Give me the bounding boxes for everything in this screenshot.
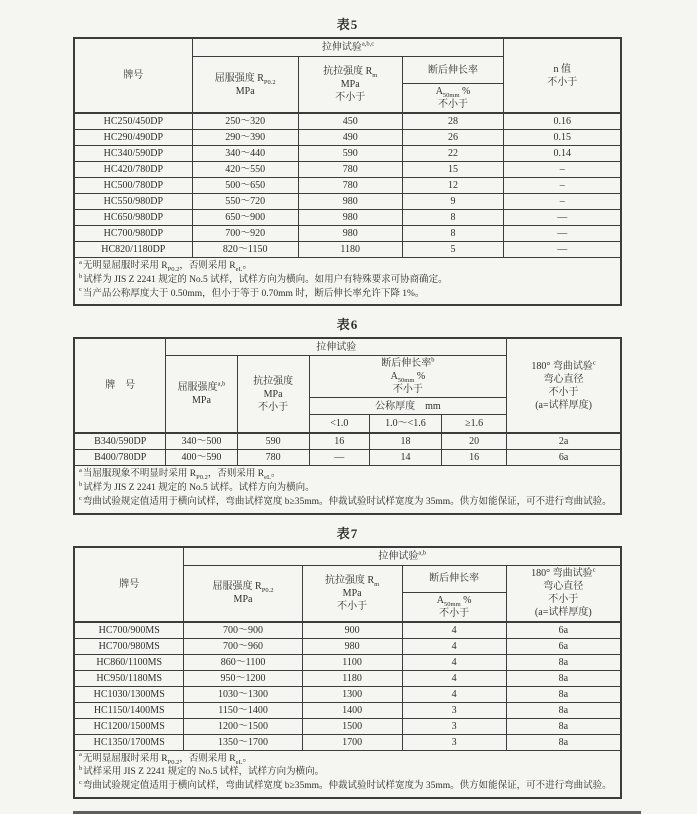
footnote: [79, 496, 616, 510]
t5-tensile-footnote-marks: a,b,c: [361, 40, 375, 48]
table-cell: 860～1100: [184, 654, 302, 670]
table-row: [74, 162, 621, 178]
table-cell: 8a: [506, 702, 621, 718]
footnote-text: 无明显屈服时采用 $R_{P0.2}$，否则采用 $R_{eL}$。: [82, 753, 252, 766]
t7-header-bend-test: 180° 弯曲试验$^c$ 弯心直径 不小于 (a=试样厚度): [506, 565, 621, 622]
grade-cell: HC700/900MS: [74, 622, 184, 639]
t6-header-nominal-thickness: 公称厚度 mm: [309, 398, 506, 415]
footnote-marker: c: [79, 494, 82, 502]
t6-header-grade: 牌 号: [74, 338, 166, 433]
table-cell: 8a: [506, 734, 621, 750]
table5-header: [74, 38, 621, 113]
table-row: [74, 718, 621, 734]
t7-header-tensile-strength: 抗拉强度 $R_m$ MPa 不小于: [302, 565, 402, 622]
table-cell: 1300: [302, 686, 402, 702]
table-cell: —: [504, 226, 621, 242]
table-cell: 8: [402, 210, 504, 226]
table-cell: 340～440: [192, 146, 298, 162]
table-cell: –: [504, 178, 621, 194]
footnote: [79, 753, 616, 767]
table-cell: 1200～1500: [184, 718, 302, 734]
table-cell: 1700: [302, 734, 402, 750]
table-cell: 550～720: [192, 194, 298, 210]
table7-title: 表7: [336, 525, 359, 541]
table-cell: 980: [302, 638, 402, 654]
table-cell: —: [504, 210, 621, 226]
footnote: [79, 766, 616, 780]
t6-header-elongation: 断后伸长率$^b$ $A_{50mm}$ % 不小于: [309, 356, 506, 398]
t7-header-elongation-sub: $A_{50mm}$ % 不小于: [402, 592, 506, 622]
t7-header-elongation: 断后伸长率: [402, 565, 506, 592]
table5-title: 表5: [336, 17, 359, 32]
table-cell: —: [504, 242, 621, 258]
table-cell: 1180: [298, 242, 402, 258]
table-cell: 490: [298, 130, 402, 146]
footnote-marker: b: [79, 480, 83, 488]
t5-footnote-block: [74, 258, 621, 306]
table-cell: 5: [402, 242, 504, 258]
table-cell: 15: [402, 162, 504, 178]
table5-footnotes: [74, 258, 621, 306]
table-cell: 4: [402, 654, 506, 670]
table-cell: 20: [442, 433, 507, 450]
table-row: [74, 242, 621, 258]
footnote-marker: a: [79, 751, 82, 759]
table-cell: 0.16: [504, 113, 621, 130]
footnote: [79, 274, 616, 288]
footnote-text: 试样为 JIS Z 2241 规定的 No.5 试样，试样方向为横向。如用户有特殊要求可协商确定。: [83, 274, 448, 285]
table-cell: 1350～1700: [184, 734, 302, 750]
table-cell: 6a: [506, 622, 621, 639]
grade-cell: HC290/490DP: [74, 130, 192, 146]
table-row: [74, 433, 621, 450]
table-cell: 26: [402, 130, 504, 146]
table-cell: 1030～1300: [184, 686, 302, 702]
table-cell: 590: [237, 433, 309, 450]
table-cell: 340～500: [166, 433, 237, 450]
table-cell: 1100: [302, 654, 402, 670]
table-cell: 4: [402, 686, 506, 702]
footnote: [79, 468, 616, 482]
t6-header-bend-test: 180° 弯曲试验$^c$ 弯心直径 不小于 (a=试样厚度): [507, 338, 621, 433]
footnote: [79, 780, 616, 794]
t6-header-thickness-ge16: ≥1.6: [442, 415, 507, 434]
table7-body: [74, 622, 621, 751]
table7-header: [74, 547, 621, 622]
table-cell: 6a: [507, 450, 621, 466]
table-cell: 420～550: [192, 162, 298, 178]
table7-footnotes: [74, 750, 621, 798]
table-row: [74, 734, 621, 750]
t5-tensile-label: 拉伸试验: [321, 42, 362, 53]
table-cell: 700～920: [192, 226, 298, 242]
t7-header-tensile-test: [184, 547, 621, 566]
grade-cell: HC1030/1300MS: [74, 686, 184, 702]
t6-header-tensile-test: 拉伸试验: [166, 338, 507, 356]
table-cell: 18: [369, 433, 441, 450]
table-cell: 28: [402, 113, 504, 130]
t5-header-tensile-strength: 抗拉强度 $R_m$ MPa 不小于: [298, 57, 402, 114]
table-cell: 780: [298, 178, 402, 194]
grade-cell: HC860/1100MS: [74, 654, 184, 670]
table-cell: 3: [402, 702, 506, 718]
footnote-text: 弯曲试验规定值适用于横向试样，弯曲试样宽度 b≥35mm。仲裁试验时试样宽度为 35mm。供方如能保证，可不进行弯曲试验。: [82, 496, 612, 507]
table-cell: 650～900: [192, 210, 298, 226]
table-cell: 4: [402, 670, 506, 686]
table6-header: [74, 338, 621, 433]
table-row: [74, 622, 621, 639]
table-cell: 8a: [506, 686, 621, 702]
table-cell: 1500: [302, 718, 402, 734]
table-row: [74, 194, 621, 210]
table-cell: 700～960: [184, 638, 302, 654]
table-cell: 2a: [507, 433, 621, 450]
table-cell: 9: [402, 194, 504, 210]
t5-header-grade: 牌号: [74, 38, 192, 113]
table-cell: 4: [402, 638, 506, 654]
table-row: [74, 670, 621, 686]
grade-cell: HC820/1180DP: [74, 242, 192, 258]
table-cell: 500～650: [192, 178, 298, 194]
grade-cell: HC340/590DP: [74, 146, 192, 162]
footnote-text: 当屈服现象不明显时采用 $R_{P0.2}$，否则采用 $R_{eL}$。: [82, 469, 281, 482]
table-row: [74, 226, 621, 242]
table-cell: 290～390: [192, 130, 298, 146]
t7-tensile-footnote-marks: a,b: [418, 549, 427, 557]
grade-cell: HC1350/1700MS: [74, 734, 184, 750]
table-cell: 780: [237, 450, 309, 466]
t7-header-yield-strength: 屈服强度 $R_{P0.2}$ MPa: [184, 565, 302, 622]
grade-cell: HC420/780DP: [74, 162, 192, 178]
t6-header-yield-strength: 屈服强度$^{a,b}$ MPa: [166, 356, 237, 434]
grade-cell: HC950/1180MS: [74, 670, 184, 686]
footnote: [79, 260, 616, 274]
table-cell: 780: [298, 162, 402, 178]
table-cell: 400～590: [166, 450, 237, 466]
t5-header-n-value: n 值 不小于: [504, 38, 621, 113]
table5-body: [74, 113, 621, 258]
grade-cell: HC1150/1400MS: [74, 702, 184, 718]
table-cell: 3: [402, 734, 506, 750]
table-row: [74, 654, 621, 670]
table-cell: 820～1150: [192, 242, 298, 258]
table-cell: 8a: [506, 670, 621, 686]
table-cell: –: [504, 162, 621, 178]
table-row: [74, 638, 621, 654]
table-cell: 1150～1400: [184, 702, 302, 718]
table-cell: 16: [309, 433, 369, 450]
footnote-marker: b: [79, 272, 83, 280]
table-row: [74, 450, 621, 466]
table6: [73, 337, 622, 514]
table-row: [74, 130, 621, 146]
table-cell: 22: [402, 146, 504, 162]
table-cell: 980: [298, 226, 402, 242]
footnote-marker: c: [79, 286, 82, 294]
grade-cell: HC250/450DP: [74, 113, 192, 130]
table-cell: 450: [298, 113, 402, 130]
table-cell: —: [309, 450, 369, 466]
table-cell: 16: [442, 450, 507, 466]
grade-cell: HC1200/1500MS: [74, 718, 184, 734]
footnote-marker: b: [79, 765, 83, 773]
footnote-text: 弯曲试验规定值适用于横向试样，弯曲试样宽度 b≥35mm。仲裁试验时试样宽度为 35mm。供方如能保证，可不进行弯曲试验。: [82, 781, 612, 792]
grade-cell: HC700/980MS: [74, 638, 184, 654]
t5-header-yield-strength: 屈服强度 $R_{P0.2}$ MPa: [192, 57, 298, 114]
footnote-text: 无明显屈服时采用 $R_{P0.2}$，否则采用 $R_{eL}$。: [82, 261, 252, 273]
table6-title: 表6: [336, 317, 359, 333]
footnote: [79, 288, 616, 302]
footnote-text: 试样采用 JIS Z 2241 规定的 No.5 试样，试样方向为横向。: [83, 767, 325, 778]
table-cell: 590: [298, 146, 402, 162]
footnote-marker: c: [79, 778, 82, 786]
table-row: [74, 702, 621, 718]
table7: [73, 546, 622, 799]
table5: [73, 37, 622, 306]
table-row: [74, 686, 621, 702]
table-cell: 0.15: [504, 130, 621, 146]
page-footer-rule: [73, 811, 641, 814]
table-cell: 8a: [506, 654, 621, 670]
table-cell: 950～1200: [184, 670, 302, 686]
footnote-marker: a: [79, 258, 82, 266]
table-cell: 4: [402, 622, 506, 639]
t6-header-tensile-strength: 抗拉强度 MPa 不小于: [237, 356, 309, 434]
table-cell: 3: [402, 718, 506, 734]
table6-footnotes: [74, 466, 621, 514]
table-cell: 12: [402, 178, 504, 194]
t5-header-elongation-sub: $A_{50mm}$ % 不小于: [402, 84, 504, 114]
table-cell: 1400: [302, 702, 402, 718]
grade-cell: HC650/980DP: [74, 210, 192, 226]
table-cell: 980: [298, 194, 402, 210]
footnote-text: 试样为 JIS Z 2241 规定的 No.5 试样。试样方向为横向。: [83, 483, 315, 494]
t6-header-thickness-lt10: <1.0: [309, 415, 369, 434]
t7-tensile-label: 拉伸试验: [378, 550, 419, 562]
table6-body: [74, 433, 621, 466]
table-row: [74, 146, 621, 162]
grade-cell: HC700/980DP: [74, 226, 192, 242]
t5-header-elongation: 断后伸长率: [402, 57, 504, 84]
grade-cell: HC550/980DP: [74, 194, 192, 210]
table-cell: 6a: [506, 638, 621, 654]
t5-header-tensile-test: [192, 38, 504, 57]
t7-header-grade: 牌号: [74, 547, 184, 622]
table-cell: –: [504, 194, 621, 210]
table-row: [74, 178, 621, 194]
table-cell: 8a: [506, 718, 621, 734]
footnote: [79, 482, 616, 496]
grade-cell: B340/590DP: [74, 433, 166, 450]
footnote-marker: a: [79, 467, 82, 475]
t6-header-thickness-10to16: 1.0～<1.6: [369, 415, 441, 434]
table-cell: 1180: [302, 670, 402, 686]
table-cell: 700～900: [184, 622, 302, 639]
table-cell: 900: [302, 622, 402, 639]
table-row: [74, 113, 621, 130]
t6-footnote-block: [74, 466, 621, 514]
table-cell: 14: [369, 450, 441, 466]
table-cell: 8: [402, 226, 504, 242]
table-cell: 250～320: [192, 113, 298, 130]
table-cell: 980: [298, 210, 402, 226]
t7-footnote-block: [74, 750, 621, 798]
footnote-text: 当产品公称厚度大于 0.50mm，但小于等于 0.70mm 时，断后伸长率允许下降 1%。: [82, 288, 425, 299]
grade-cell: B400/780DP: [74, 450, 166, 466]
grade-cell: HC500/780DP: [74, 178, 192, 194]
table-cell: 0.14: [504, 146, 621, 162]
table-row: [74, 210, 621, 226]
